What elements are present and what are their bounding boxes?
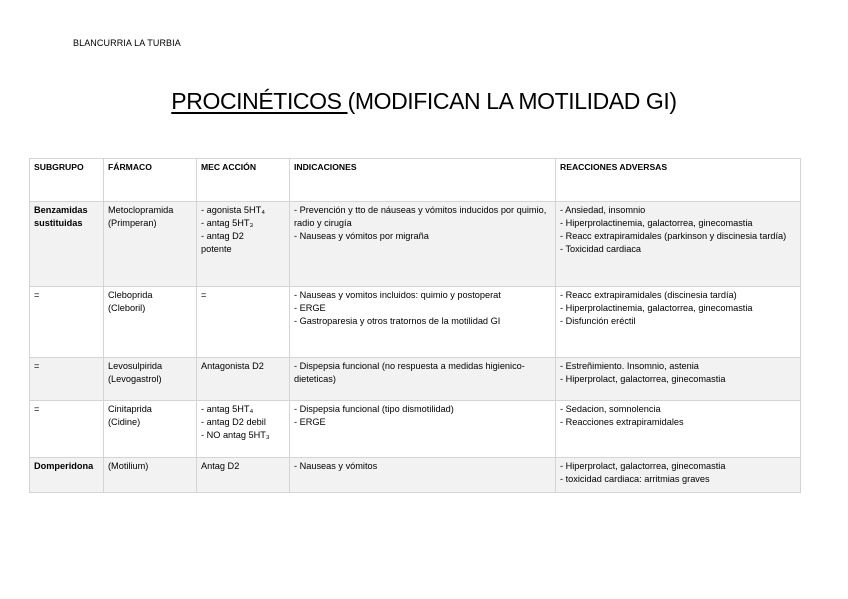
drug-line: (Levogastrol) xyxy=(108,374,162,384)
subgroup-label: = xyxy=(34,361,40,371)
table-row xyxy=(30,358,801,401)
indications-line: - Nauseas y vómitos xyxy=(294,461,378,471)
mechanism-line: - agonista 5HT₄ xyxy=(201,205,266,215)
mechanism-cell xyxy=(197,401,290,458)
adverse-reactions-line: - Sedacion, somnolencia xyxy=(560,404,661,414)
indications-cell xyxy=(290,401,556,458)
drug-cell xyxy=(104,458,197,493)
drug-cell xyxy=(104,358,197,401)
indications-cell xyxy=(290,358,556,401)
drug-line: Levosulpirida xyxy=(108,361,163,371)
table-row xyxy=(30,202,801,287)
indications-line: - ERGE xyxy=(294,303,326,313)
adverse-reactions-line: - Estreñimiento. Insomnio, astenia xyxy=(560,361,699,371)
indications-line: - Dispepsia funcional (no respuesta a medidas higienico-dieteticas) xyxy=(294,361,525,384)
drug-line: Cleboprida xyxy=(108,290,153,300)
subgroup-cell xyxy=(30,401,104,458)
header-adverse-reactions: REACCIONES ADVERSAS xyxy=(556,159,801,202)
adverse-reactions-cell xyxy=(556,401,801,458)
mechanism-line: - antag D2 xyxy=(201,231,244,241)
mechanism-line: = xyxy=(201,290,207,300)
indications-line: - Dispepsia funcional (tipo dismotilidad) xyxy=(294,404,454,414)
table-row xyxy=(30,401,801,458)
subgroup-cell xyxy=(30,458,104,493)
drug-cell xyxy=(104,287,197,358)
mechanism-line: Antagonista D2 xyxy=(201,361,264,371)
adverse-reactions-line: - Hiperprolactinemia, galactorrea, ginecomastia xyxy=(560,218,753,228)
mechanism-line: potente xyxy=(201,244,232,254)
subgroup-cell xyxy=(30,287,104,358)
drug-table xyxy=(29,158,801,493)
adverse-reactions-line: - toxicidad cardiaca: arritmias graves xyxy=(560,474,710,484)
adverse-reactions-cell xyxy=(556,287,801,358)
header-indications: INDICACIONES xyxy=(290,159,556,202)
indications-line: - Nauseas y vomitos incluidos: quimio y postoperat xyxy=(294,290,501,300)
indications-line: - Nauseas y vómitos por migraña xyxy=(294,231,429,241)
adverse-reactions-line: - Hiperprolact, galactorrea, ginecomastia xyxy=(560,461,726,471)
document-author: BLANCURRIA LA TURBIA xyxy=(73,38,181,48)
indications-cell xyxy=(290,287,556,358)
drug-line: (Cleboril) xyxy=(108,303,146,313)
page-title xyxy=(0,88,848,115)
header-drug: FÁRMACO xyxy=(104,159,197,202)
table-row xyxy=(30,458,801,493)
drug-line: (Motilium) xyxy=(108,461,149,471)
header-mechanism: MEC ACCIÓN xyxy=(197,159,290,202)
table-row xyxy=(30,287,801,358)
drug-line: (Primperan) xyxy=(108,218,157,228)
subgroup-label: Domperidona xyxy=(34,461,94,471)
mechanism-line: - NO antag 5HT₃ xyxy=(201,430,270,440)
adverse-reactions-line: - Toxicidad cardiaca xyxy=(560,244,642,254)
drug-line: Metoclopramida xyxy=(108,205,174,215)
drug-line: Cinitaprida xyxy=(108,404,152,414)
mechanism-cell xyxy=(197,287,290,358)
mechanism-cell xyxy=(197,458,290,493)
indications-cell xyxy=(290,458,556,493)
mechanism-cell xyxy=(197,358,290,401)
subgroup-cell xyxy=(30,202,104,287)
adverse-reactions-line: - Ansiedad, insomnio xyxy=(560,205,646,215)
mechanism-cell xyxy=(197,202,290,287)
title-subtitle: (MODIFICAN LA MOTILIDAD GI) xyxy=(347,88,677,114)
subgroup-cell xyxy=(30,358,104,401)
adverse-reactions-line: - Disfunción eréctil xyxy=(560,316,636,326)
adverse-reactions-line: - Reacc extrapiramidales (parkinson y discinesia tardía) xyxy=(560,231,787,241)
drug-line: (Cidine) xyxy=(108,417,141,427)
mechanism-line: Antag D2 xyxy=(201,461,240,471)
indications-line: - ERGE xyxy=(294,417,326,427)
adverse-reactions-cell xyxy=(556,358,801,401)
drug-cell xyxy=(104,202,197,287)
mechanism-line: - antag 5HT₃ xyxy=(201,218,254,228)
subgroup-label: Benzamidas sustituidas xyxy=(34,205,88,228)
header-subgroup: SUBGRUPO xyxy=(30,159,104,202)
adverse-reactions-line: - Reacc extrapiramidales (discinesia tardía) xyxy=(560,290,737,300)
adverse-reactions-line: - Hiperprolactinemia, galactorrea, ginecomastia xyxy=(560,303,753,313)
mechanism-line: - antag 5HT₄ xyxy=(201,404,254,414)
adverse-reactions-line: - Reacciones extrapiramidales xyxy=(560,417,684,427)
indications-line: - Prevención y tto de náuseas y vómitos inducidos por quimio, radio y cirugía xyxy=(294,205,547,228)
subgroup-label: = xyxy=(34,290,40,300)
mechanism-line: - antag D2 debil xyxy=(201,417,266,427)
title-main: PROCINÉTICOS xyxy=(171,88,348,114)
adverse-reactions-cell xyxy=(556,458,801,493)
subgroup-label: = xyxy=(34,404,40,414)
adverse-reactions-line: - Hiperprolact, galactorrea, ginecomastia xyxy=(560,374,726,384)
adverse-reactions-cell xyxy=(556,202,801,287)
table-header-row xyxy=(30,159,801,202)
drug-cell xyxy=(104,401,197,458)
indications-cell xyxy=(290,202,556,287)
indications-line: - Gastroparesia y otros tratornos de la motilidad GI xyxy=(294,316,501,326)
